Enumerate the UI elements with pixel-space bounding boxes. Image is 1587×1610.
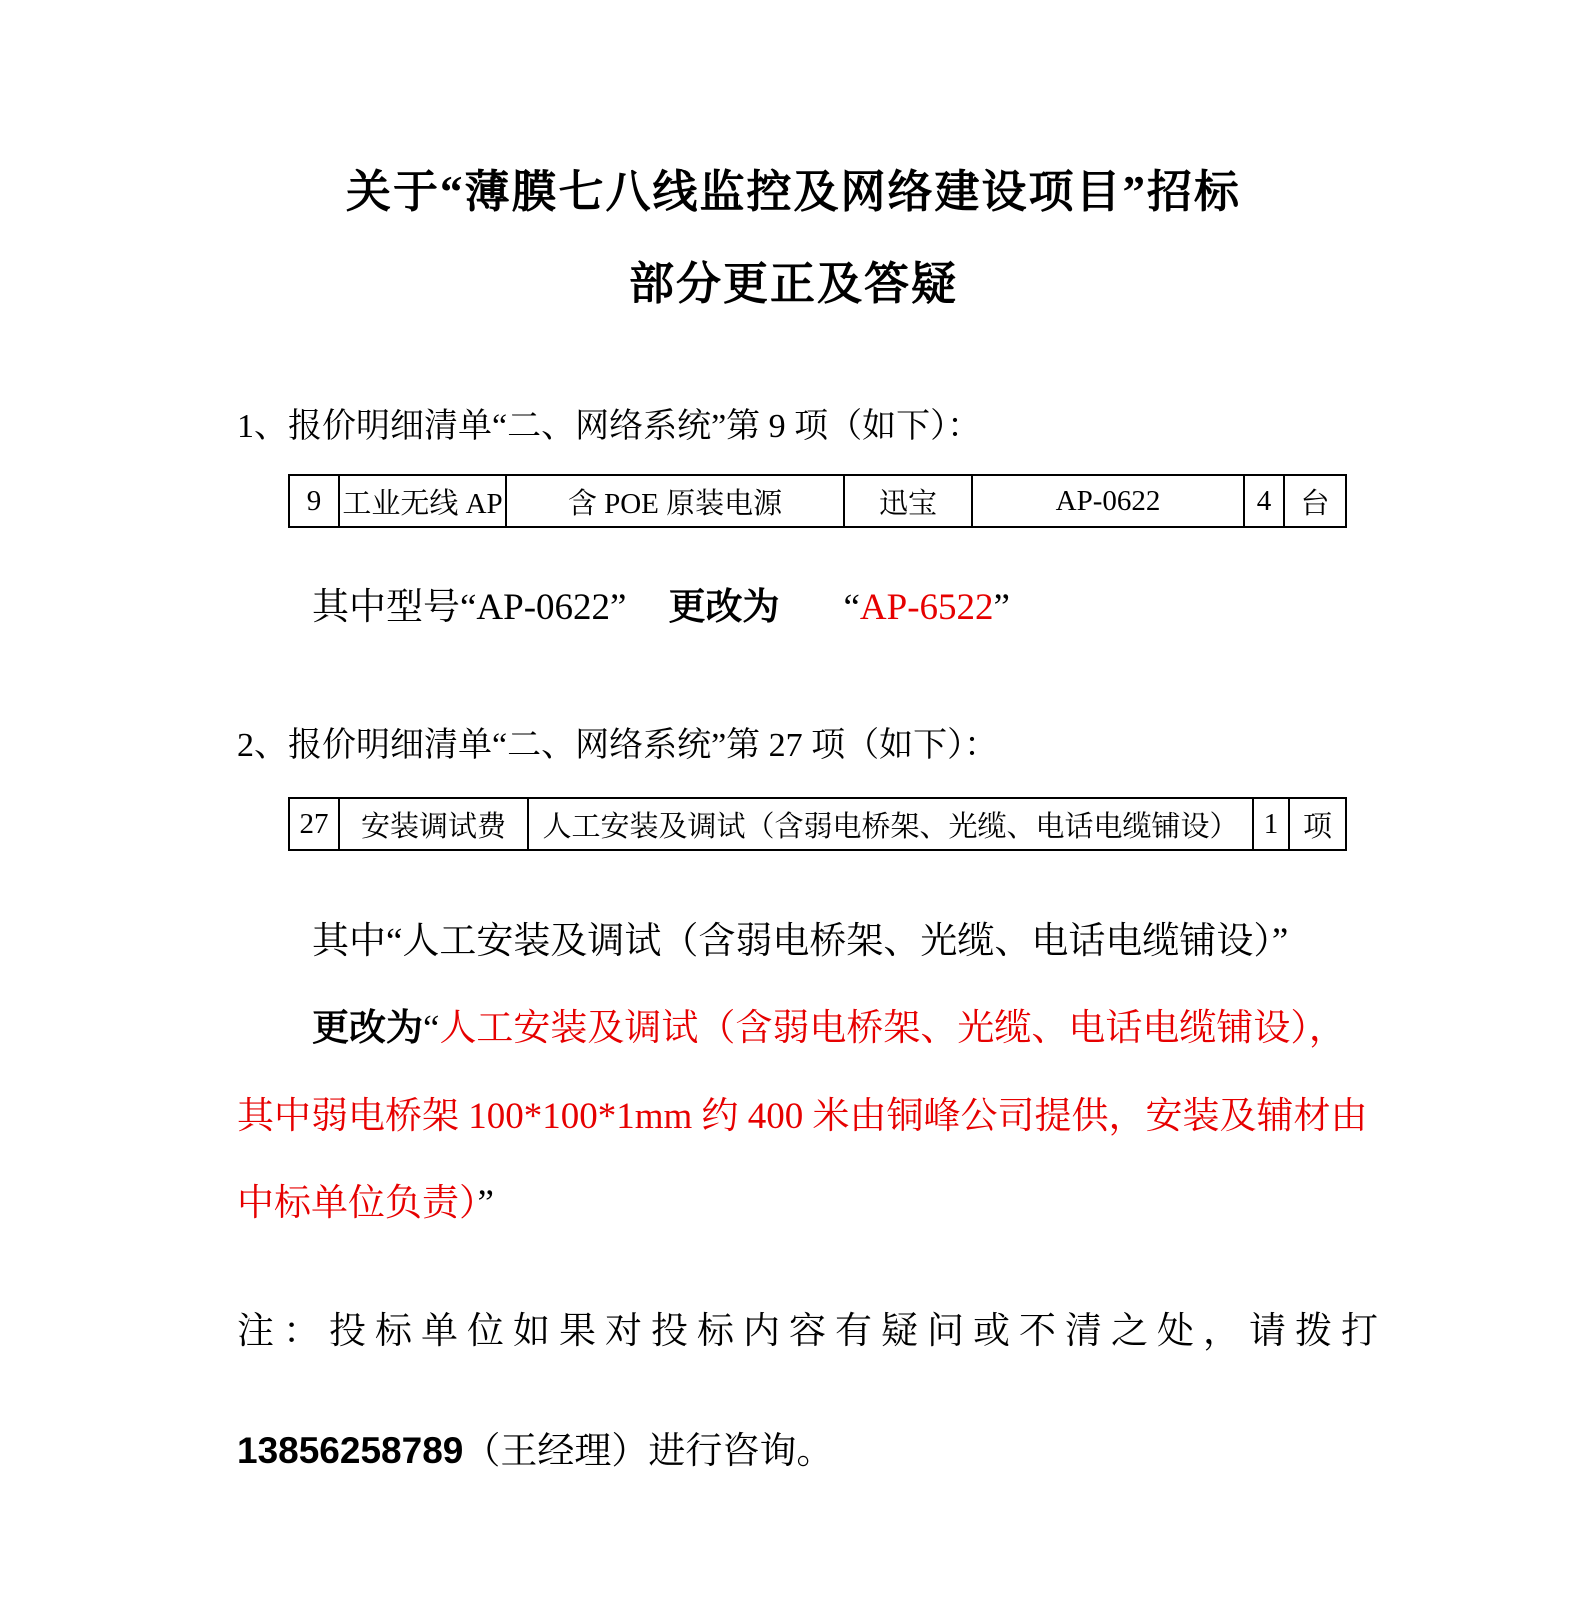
item-unit-cell: 台 [1284,475,1346,527]
item-model-cell: AP-0622 [972,475,1244,527]
item-name-cell: 安装调试费 [339,798,528,850]
change-verb: 更改为 [668,587,780,628]
item-unit-cell: 项 [1289,798,1346,850]
table-row [289,475,1346,527]
document-title-line2: 部分更正及答疑 [628,259,958,309]
document-title-line1: 关于“薄膜七八线监控及网络建设项目”招标 [345,167,1241,217]
table-row [289,798,1346,850]
note-line2 [237,1420,833,1474]
section1-item-table [288,474,1347,528]
new-text-part2: 其中弱电桥架 100*100*1mm 约 400 米由铜峰公司提供，安装及辅材由 [237,1096,1368,1137]
close-quote: ” [993,587,1010,628]
item-name-cell: 工业无线 AP [339,475,506,527]
section2-change-line [312,997,1346,1051]
contact-phone-number: 13856258789 [237,1430,464,1471]
new-text-part1: 人工安装及调试（含弱电桥架、光缆、电话电缆铺设）， [439,1008,1346,1049]
item-no-cell: 27 [289,798,339,850]
item-brand-cell: 迅宝 [844,475,972,527]
item-spec-cell: 含 POE 原装电源 [506,475,844,527]
section2-heading: 2、报价明细清单“二、网络系统”第 27 项（如下）： [237,727,999,764]
change-prefix: 其中型号“AP-0622” [312,587,627,628]
open-quote: “ [423,1008,440,1049]
item-no-cell: 9 [289,475,339,527]
open-quote: “ [843,587,860,628]
new-model-value: AP-6522 [859,587,994,628]
section2-item-table [288,797,1347,851]
new-text-part3-red: 中标单位负责） [237,1183,478,1224]
note-line1: 注：投标单位如果对投标内容有疑问或不清之处，请拨打 [237,1311,1387,1352]
item-qty-cell: 4 [1244,475,1284,527]
new-text-part3 [237,1172,494,1226]
close-quote: ” [477,1183,494,1224]
item-desc-cell: 人工安装及调试（含弱电桥架、光缆、电话电缆铺设） [528,798,1253,850]
section2-original-text: 其中“人工安装及调试（含弱电桥架、光缆、电话电缆铺设）” [312,921,1289,962]
section1-change-line [312,576,1010,630]
note-line2-suffix: （王经理）进行咨询。 [463,1431,834,1472]
item-qty-cell: 1 [1253,798,1289,850]
change-verb: 更改为 [312,1008,423,1049]
section1-heading: 1、报价明细清单“二、网络系统”第 9 项（如下）： [237,408,982,445]
